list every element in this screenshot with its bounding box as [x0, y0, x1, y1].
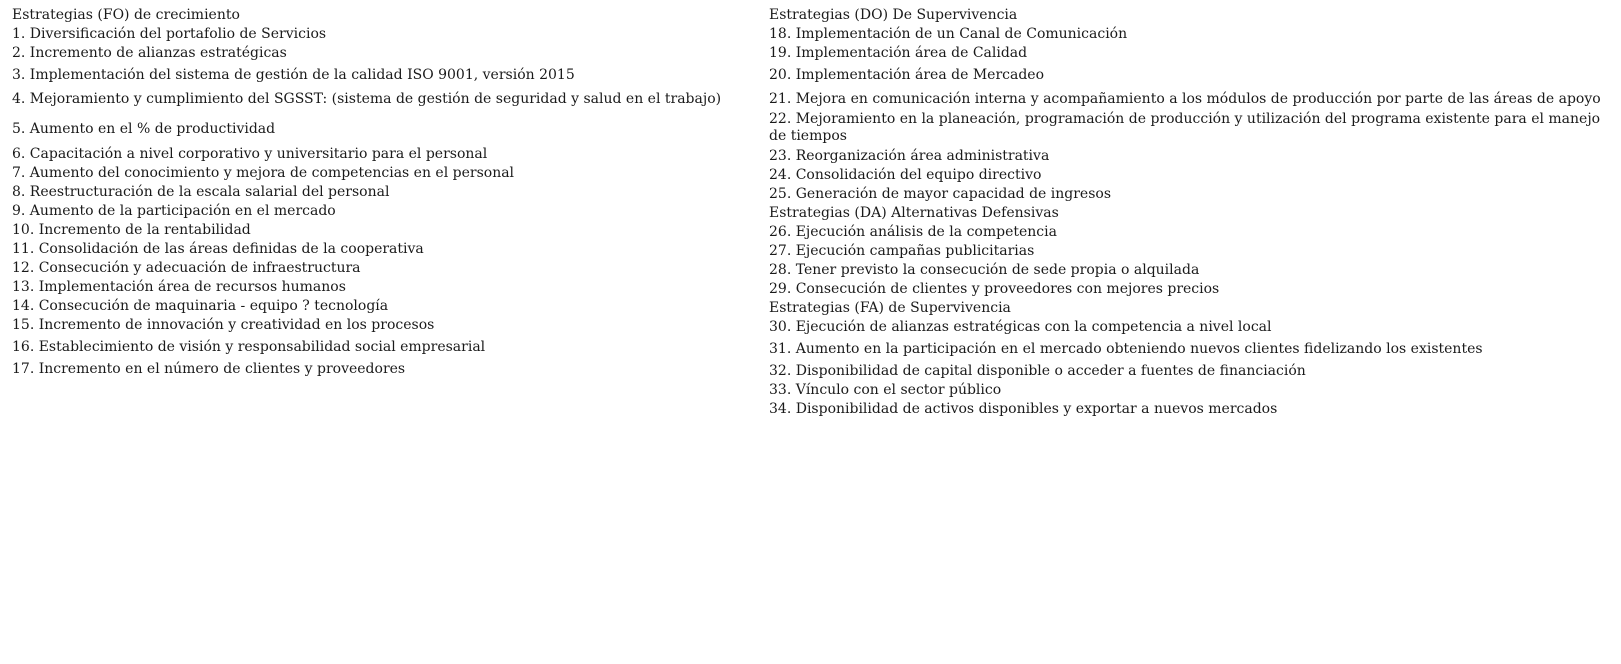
fo-heading: Estrategias (FO) de crecimiento: [12, 7, 240, 23]
strategy-item: 34. Disponibilidad de activos disponibles y exportar a nuevos mercados: [769, 401, 1278, 417]
strategy-item: 12. Consecución y adecuación de infraestructura: [12, 260, 361, 276]
do-heading: Estrategias (DO) De Supervivencia: [769, 7, 1018, 23]
strategy-item: 9. Aumento de la participación en el mercado: [12, 203, 336, 219]
fo-strategies-column: [12, 6, 752, 379]
strategy-item: 14. Consecución de maquinaria - equipo ? tecnología: [12, 298, 389, 314]
strategy-item: 11. Consolidación de las áreas definidas de la cooperativa: [12, 241, 424, 257]
strategy-item: 19. Implementación área de Calidad: [769, 45, 1028, 61]
strategy-item: 7. Aumento del conocimiento y mejora de competencias en el personal: [12, 165, 515, 181]
strategy-item: 26. Ejecución análisis de la competencia: [769, 224, 1057, 240]
strategy-item: 29. Consecución de clientes y proveedores con mejores precios: [769, 281, 1220, 297]
strategy-item: 32. Disponibilidad de capital disponible o acceder a fuentes de financiación: [769, 363, 1306, 379]
strategy-item: 3. Implementación del sistema de gestión de la calidad ISO 9001, versión 2015: [12, 67, 575, 83]
strategy-item: 22. Mejoramiento en la planeación, programación de producción y utilización del programa existente para el manejo de tiempos: [769, 111, 1601, 144]
strategy-item: 17. Incremento en el número de clientes y proveedores: [12, 361, 406, 377]
strategy-item: 31. Aumento en la participación en el mercado obteniendo nuevos clientes fidelizando los existentes: [769, 341, 1483, 357]
strategy-item: 27. Ejecución campañas publicitarias: [769, 243, 1035, 259]
strategy-item: 20. Implementación área de Mercadeo: [769, 67, 1045, 83]
strategy-item: 28. Tener previsto la consecución de sede propia o alquilada: [769, 262, 1200, 278]
da-heading: Estrategias (DA) Alternativas Defensivas: [769, 205, 1059, 221]
strategy-item: 5. Aumento en el % de productividad: [12, 121, 276, 137]
strategy-item: 24. Consolidación del equipo directivo: [769, 167, 1042, 183]
strategy-item: 2. Incremento de alianzas estratégicas: [12, 45, 287, 61]
strategy-item: 23. Reorganización área administrativa: [769, 148, 1050, 164]
strategy-item: 21. Mejora en comunicación interna y acompañamiento a los módulos de producción por parte de las áreas de apoyo: [769, 91, 1601, 107]
strategy-item: 1. Diversificación del portafolio de Servicios: [12, 26, 327, 42]
strategy-item: 25. Generación de mayor capacidad de ingresos: [769, 186, 1112, 202]
strategy-item: 33. Vínculo con el sector público: [769, 382, 1002, 398]
strategy-item: 15. Incremento de innovación y creatividad en los procesos: [12, 317, 435, 333]
strategy-item: 18. Implementación de un Canal de Comunicación: [769, 26, 1128, 42]
strategy-item: 16. Establecimiento de visión y responsabilidad social empresarial: [12, 339, 486, 355]
fa-heading: Estrategias (FA) de Supervivencia: [769, 300, 1011, 316]
strategy-item: 10. Incremento de la rentabilidad: [12, 222, 251, 238]
strategy-item: 6. Capacitación a nivel corporativo y universitario para el personal: [12, 146, 488, 162]
strategy-item: 13. Implementación área de recursos humanos: [12, 279, 346, 295]
do-da-fa-strategies-column: [769, 6, 1609, 419]
strategy-item: 8. Reestructuración de la escala salarial del personal: [12, 184, 390, 200]
strategy-item: 4. Mejoramiento y cumplimiento del SGSST: (sistema de gestión de seguridad y salud en el trabajo): [12, 91, 722, 107]
strategy-item: 30. Ejecución de alianzas estratégicas con la competencia a nivel local: [769, 319, 1272, 335]
